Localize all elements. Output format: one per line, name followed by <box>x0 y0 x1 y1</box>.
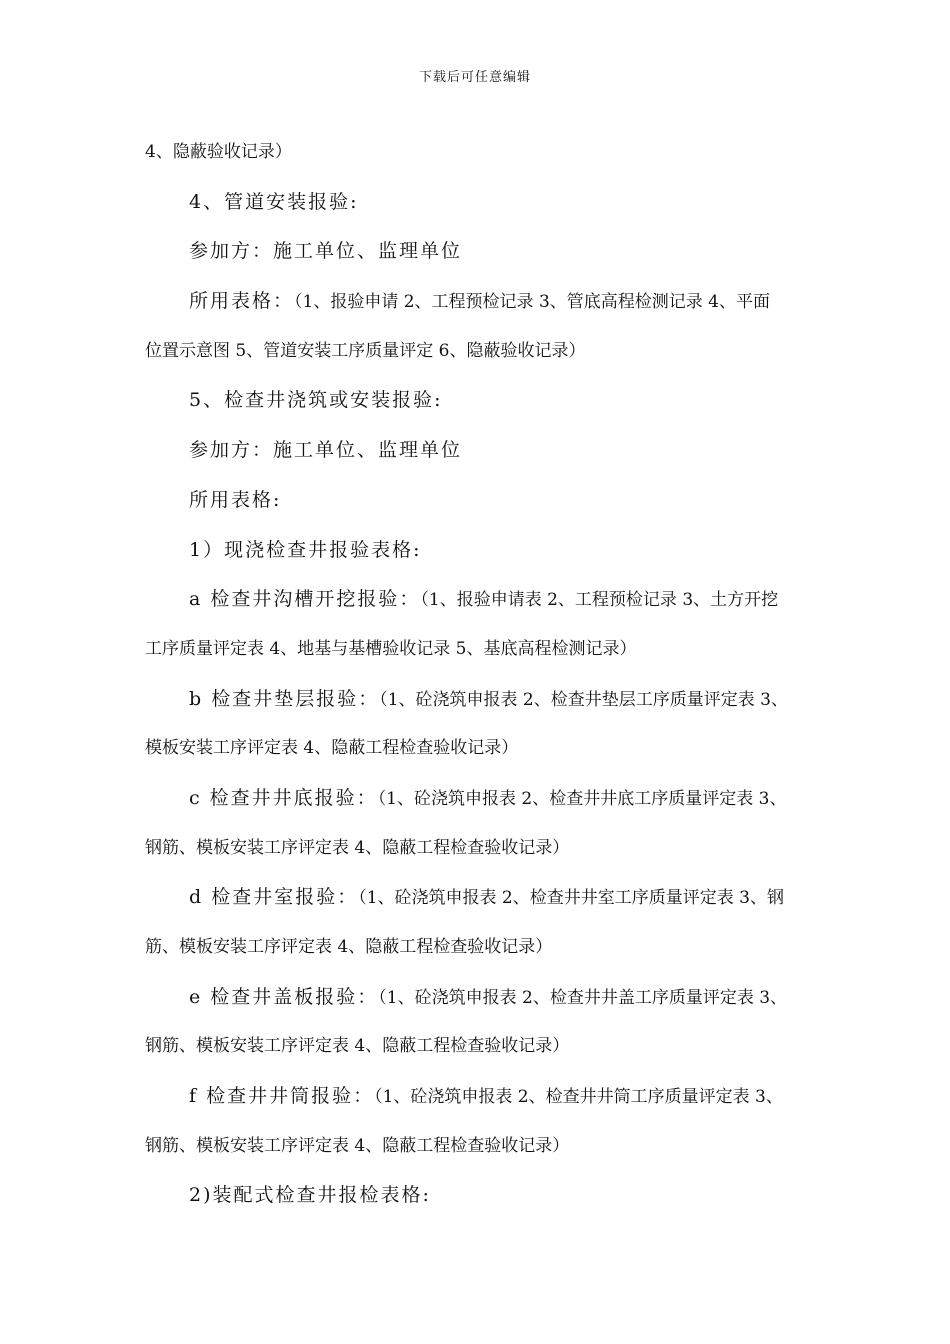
paragraph-line: 位置示意图 5、管道安装工序质量评定 6、隐蔽验收记录） <box>145 340 586 361</box>
subsection-heading: 2)装配式检查井报检表格: <box>189 1184 431 1207</box>
participants-line: 参加方：施工单位、监理单位 <box>189 240 463 263</box>
paragraph-line: 钢筋、模板安装工序评定表 4、隐蔽工程检查验收记录） <box>145 1036 570 1057</box>
paragraph-line: 模板安装工序评定表 4、隐蔽工程检查验收记录） <box>145 738 519 759</box>
paragraph-line: 钢筋、模板安装工序评定表 4、隐蔽工程检查验收记录） <box>145 1135 570 1156</box>
subsection-heading: 1）现浇检查井报验表格: <box>189 538 422 561</box>
participants-line: 参加方：施工单位、监理单位 <box>189 439 463 462</box>
paragraph-line: 工序质量评定表 4、地基与基槽验收记录 5、基底高程检测记录） <box>145 638 637 659</box>
item-line <box>145 1076 845 1126</box>
paragraph-line: 钢筋、模板安装工序评定表 4、隐蔽工程检查验收记录） <box>145 837 570 858</box>
forms-line <box>145 281 845 331</box>
item-line <box>145 977 845 1027</box>
item-text: （1、砼浇筑申报表 2、检查井井底工序质量评定表 3、 <box>377 788 787 809</box>
forms-label: 所用表格： <box>189 290 295 313</box>
item-label: a 检查井沟槽开挖报验： <box>189 588 421 611</box>
page-header: 下载后可任意编辑 <box>418 70 531 85</box>
section-heading: 5、检查井浇筑或安装报验: <box>189 389 443 412</box>
item-label: b 检查井垫层报验： <box>189 687 380 710</box>
item-text: （1、砼浇筑申报表 2、检查井垫层工序质量评定表 3、 <box>379 689 788 710</box>
item-line <box>145 579 845 629</box>
item-label: d 检查井室报验： <box>189 886 359 909</box>
item-label: e 检查井盖板报验： <box>189 985 379 1008</box>
forms-text: （1、报验申请 2、工程预检记录 3、管底高程检测记录 4、平面 <box>294 292 770 313</box>
document-body <box>145 132 845 1225</box>
item-line <box>145 778 845 828</box>
item-text: （1、砼浇筑申报表 2、检查井井室工序质量评定表 3、钢 <box>358 888 784 909</box>
paragraph-line: 筋、模板安装工序评定表 4、隐蔽工程检查验收记录） <box>145 937 553 957</box>
item-line <box>145 679 845 729</box>
item-label: f 检查井井筒报验： <box>189 1085 375 1108</box>
item-text: （1、报验申请表 2、工程预检记录 3、土方开挖 <box>420 590 779 611</box>
section-heading: 4、管道安装报验: <box>189 190 359 213</box>
item-line <box>145 877 845 927</box>
item-text: （1、砼浇筑申报表 2、检查井井盖工序质量评定表 3、 <box>378 987 788 1008</box>
paragraph-line: 4、隐蔽验收记录） <box>145 142 292 162</box>
item-label: c 检查井井底报验： <box>189 786 378 809</box>
forms-heading: 所用表格: <box>189 488 282 511</box>
item-text: （1、砼浇筑申报表 2、检查井井筒工序质量评定表 3、 <box>374 1087 783 1108</box>
